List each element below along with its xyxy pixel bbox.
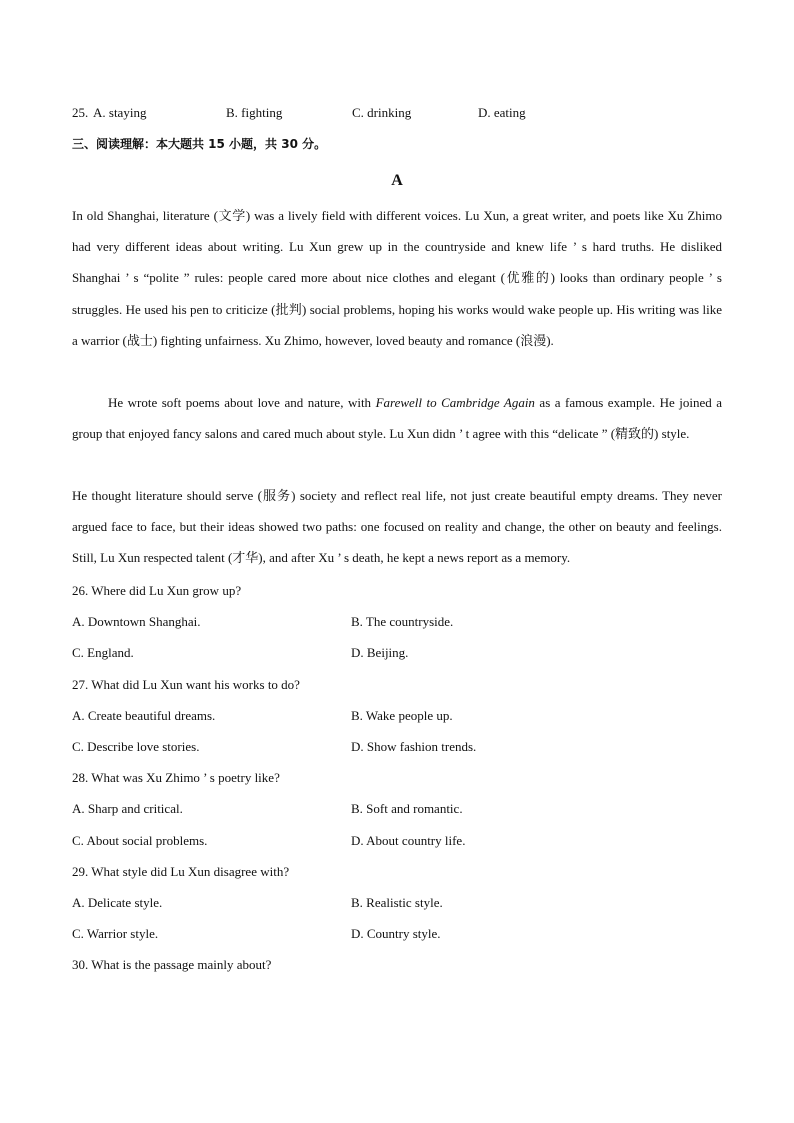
question-30-stem: 30. What is the passage mainly about?: [72, 957, 272, 972]
q29-option-d: D. Country style.: [351, 926, 441, 941]
q28-option-d: D. About country life.: [351, 833, 466, 848]
question-27-stem: 27. What did Lu Xun want his works to do?: [72, 677, 300, 692]
q29-option-a: A. Delicate style.: [72, 895, 163, 910]
q27-option-c: C. Describe love stories.: [72, 739, 200, 754]
question-26-stem: 26. Where did Lu Xun grow up?: [72, 583, 242, 598]
passage-title: A: [391, 172, 403, 189]
passage-paragraph-2: [72, 387, 722, 449]
passage-paragraph-3: He thought literature should serve (服务) society and reflect real life, not just create beautiful empty dreams. They never argued face to face, but their ideas showed two paths: one focused on reality and change, the other on beauty and feelings. Still, Lu Xun respected talent (才华), and after Xu ’ s death, he kept a news report as a memory.: [72, 488, 722, 566]
q26-option-c: C. England.: [72, 645, 134, 660]
q26-option-b: B. The countryside.: [351, 614, 454, 629]
paragraph-2-text-b: as a famous example. He joined a group that enjoyed fancy salons and cared much about style. Lu Xun didn ’ t agree with this “delicate ” (精致的) style.: [72, 395, 722, 442]
poem-title: Farewell to Cambridge Again: [375, 395, 535, 410]
section-heading: 三、阅读理解：本大题共 15 小题，共 30 分。: [72, 137, 327, 151]
q28-option-b: B. Soft and romantic.: [351, 801, 463, 816]
q27-option-a: A. Create beautiful dreams.: [72, 708, 216, 723]
passage-paragraph-1: In old Shanghai, literature (文学) was a lively field with different voices. Lu Xun, a great writer, and poets like Xu Zhimo had very different ideas about writing. Lu Xun grew up in the countryside and knew life ’ s hard truths. He disliked Shanghai ’ s “polite ” rules: people cared more about nice clothes and elegant (优雅的) looks than ordinary people ’ s struggles. He used his pen to criticize (批判) social problems, hoping his works would wake people up. His writing was like a warrior (战士) fighting unfairness. Xu Zhimo, however, loved beauty and romance (浪漫).: [72, 208, 722, 348]
question-28-stem: 28. What was Xu Zhimo ’ s poetry like?: [72, 770, 280, 785]
question-29-stem: 29. What style did Lu Xun disagree with?: [72, 864, 290, 879]
q25-option-d: D. eating: [478, 105, 526, 120]
q29-option-b: B. Realistic style.: [351, 895, 443, 910]
q29-option-c: C. Warrior style.: [72, 926, 159, 941]
q25-option-b: B. fighting: [226, 105, 283, 120]
q28-option-c: C. About social problems.: [72, 833, 208, 848]
q25-option-a: A. staying: [93, 105, 147, 120]
q25-number: 25.: [72, 105, 89, 120]
paragraph-2-text-a: He wrote soft poems about love and nature, with: [108, 395, 376, 410]
q28-option-a: A. Sharp and critical.: [72, 801, 183, 816]
q25-option-c: C. drinking: [352, 105, 412, 120]
q27-option-d: D. Show fashion trends.: [351, 739, 477, 754]
q27-option-b: B. Wake people up.: [351, 708, 453, 723]
q26-option-d: D. Beijing.: [351, 645, 409, 660]
q26-option-a: A. Downtown Shanghai.: [72, 614, 201, 629]
